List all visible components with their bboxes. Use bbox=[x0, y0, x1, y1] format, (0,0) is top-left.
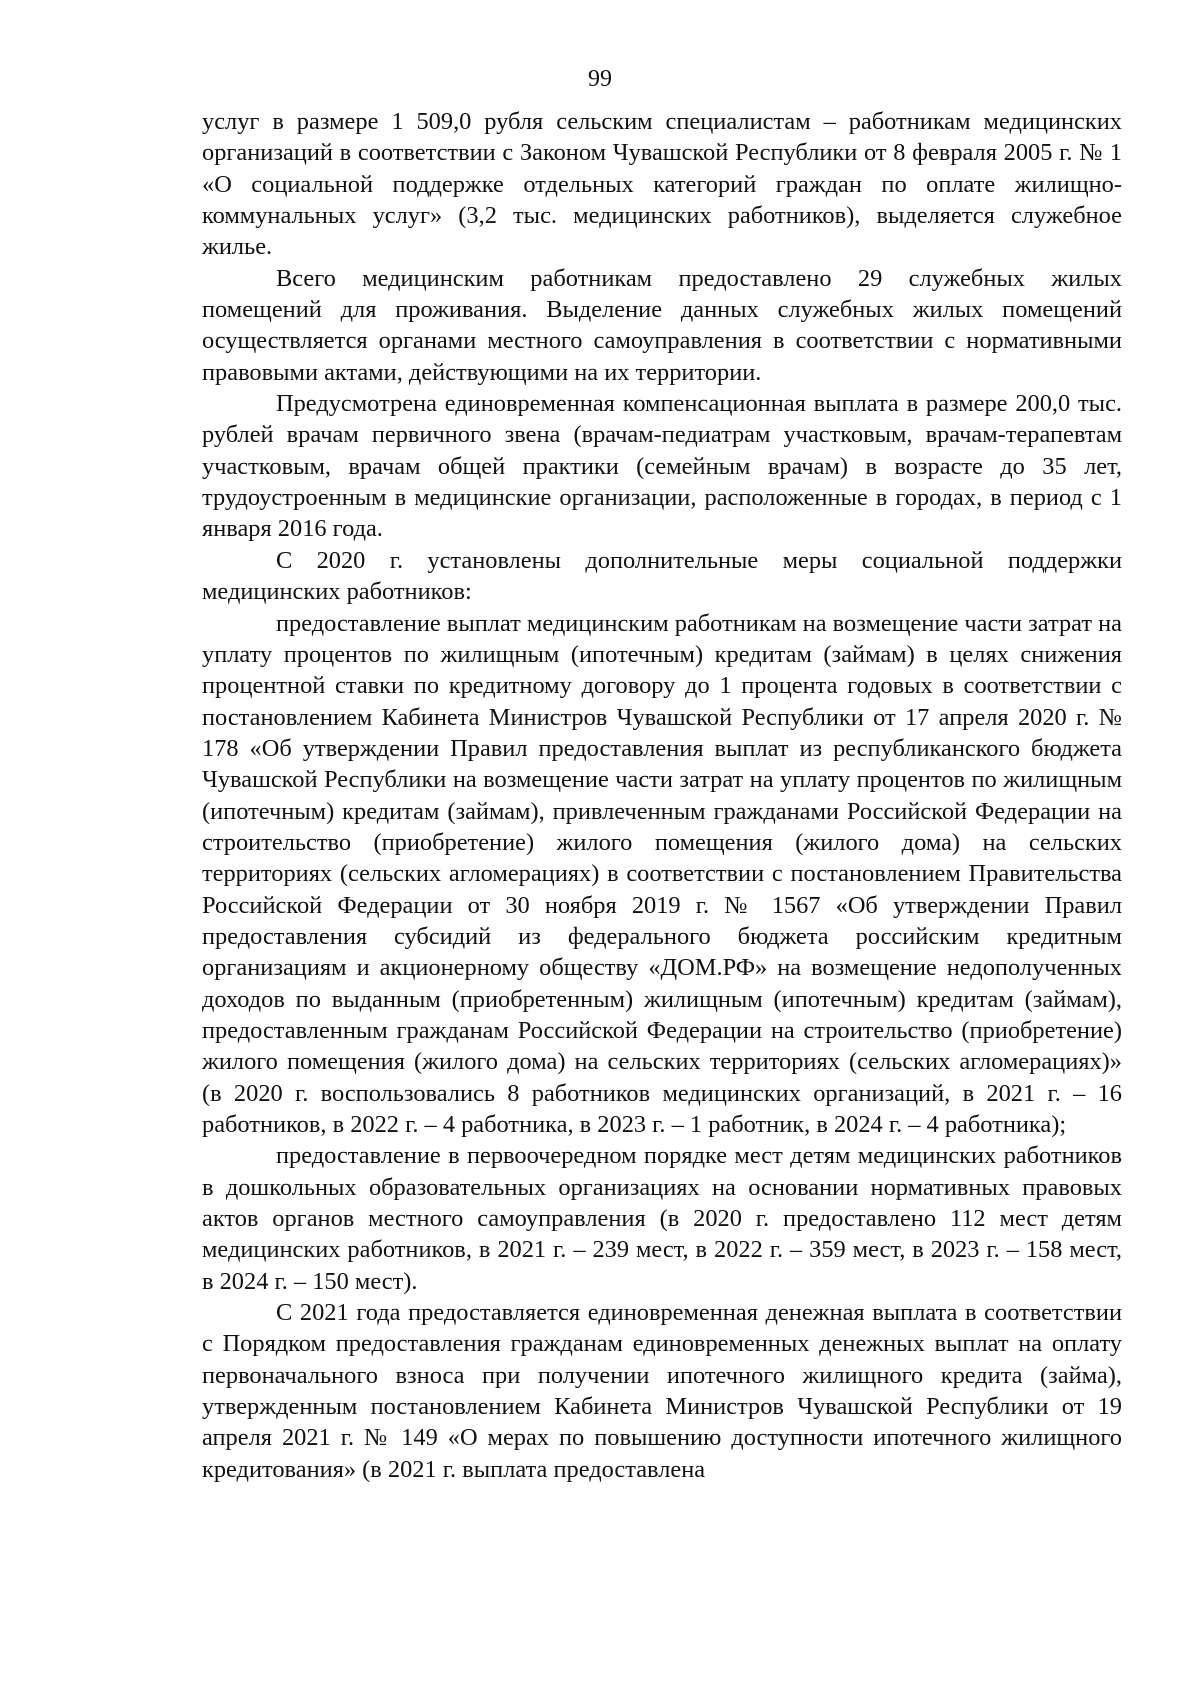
paragraph-2: Всего медицинским работникам предоставлено 29 служебных жилых помещений для проживания. Выделение данных служебных жилых помещений осуществляется органами местного самоуправления в соответствии с нормативными правовыми актами, действующими на их территории. bbox=[202, 264, 1122, 386]
paragraph-4: С 2020 г. установлены дополнительные меры социальной поддержки медицинских работников: bbox=[202, 546, 1122, 606]
paragraph-6: предоставление в первоочередном порядке мест детям медицинских работников в дошкольных образовательных организациях на основании нормативных правовых актов органов местного самоуправления (в 2020 г. предоставлено 112 мест детям медицинских работников, в 2021 г. – 239 мест, в 2022 г. – 359 мест, в 2023 г. – 158 мест, в 2024 г. – 150 мест). bbox=[202, 1142, 1122, 1295]
paragraph-7: С 2021 года предоставляется единовременная денежная выплата в соответствии с Порядком предоставления гражданам единовременных денежных выплат на оплату первоначального взноса при получении ипотечного жилищного кредита (займа), утвержденным постановлением Кабинета Министров Чувашской Республики от 19 апреля 2021 г. № 149 «О мерах по повышению доступности ипотечного жилищного кредитования» (в 2021 г. выплата предоставлена bbox=[202, 1299, 1122, 1483]
paragraph-3: Предусмотрена единовременная компенсационная выплата в размере 200,0 тыс. рублей врачам первичного звена (врачам-педиатрам участковым, врачам-терапевтам участковым, врачам общей практики (семейным врачам) в возрасте до 35 лет, трудоустроенным в медицинские организации, расположенные в городах, в период с 1 января 2016 года. bbox=[202, 390, 1122, 543]
paragraph-5: предоставление выплат медицинским работникам на возмещение части затрат на уплату процентов по жилищным (ипотечным) кредитам (займам) в целях снижения процентной ставки по кредитному договору до 1 процента годовых в соответствии с постановлением Кабинета Министров Чувашской Республики от 17 апреля 2020 г. № 178 «Об утверждении Правил предоставления выплат из республиканского бюджета Чувашской Республики на возмещение части затрат на уплату процентов по жилищным (ипотечным) кредитам (займам), привлеченным гражданами Российской Федерации на строительство (приобретение) жилого помещения (жилого дома) на сельских территориях (сельских агломерациях) в соответствии с постановлением Правительства Российской Федерации от 30 ноября 2019 г. № 1567 «Об утверждении Правил предоставления субсидий из федерального бюджета российским кредитным организациям и акционерному обществу «ДОМ.РФ» на возмещение недополученных доходов по выданным (приобретенным) жилищным (ипотечным) кредитам (займам), предоставленным гражданам Российской Федерации на строительство (приобретение) жилого помещения (жилого дома) на сельских территориях (сельских агломерациях)» (в 2020 г. воспользовались 8 работников медицинских организаций, в 2021 г. – 16 работников, в 2022 г. – 4 работника, в 2023 г. – 1 работник, в 2024 г. – 4 работника); bbox=[202, 609, 1122, 1138]
document-body bbox=[202, 106, 1122, 1485]
page-number: 99 bbox=[588, 66, 612, 92]
paragraph-1: услуг в размере 1 509,0 рубля сельским специалистам – работникам медицинских организаций в соответствии с Законом Чувашской Республики от 8 февраля 2005 г. № 1 «О социальной поддержке отдельных категорий граждан по оплате жилищно-коммунальных услуг» (3,2 тыс. медицинских работников), выделяется служебное жилье. bbox=[202, 108, 1122, 261]
